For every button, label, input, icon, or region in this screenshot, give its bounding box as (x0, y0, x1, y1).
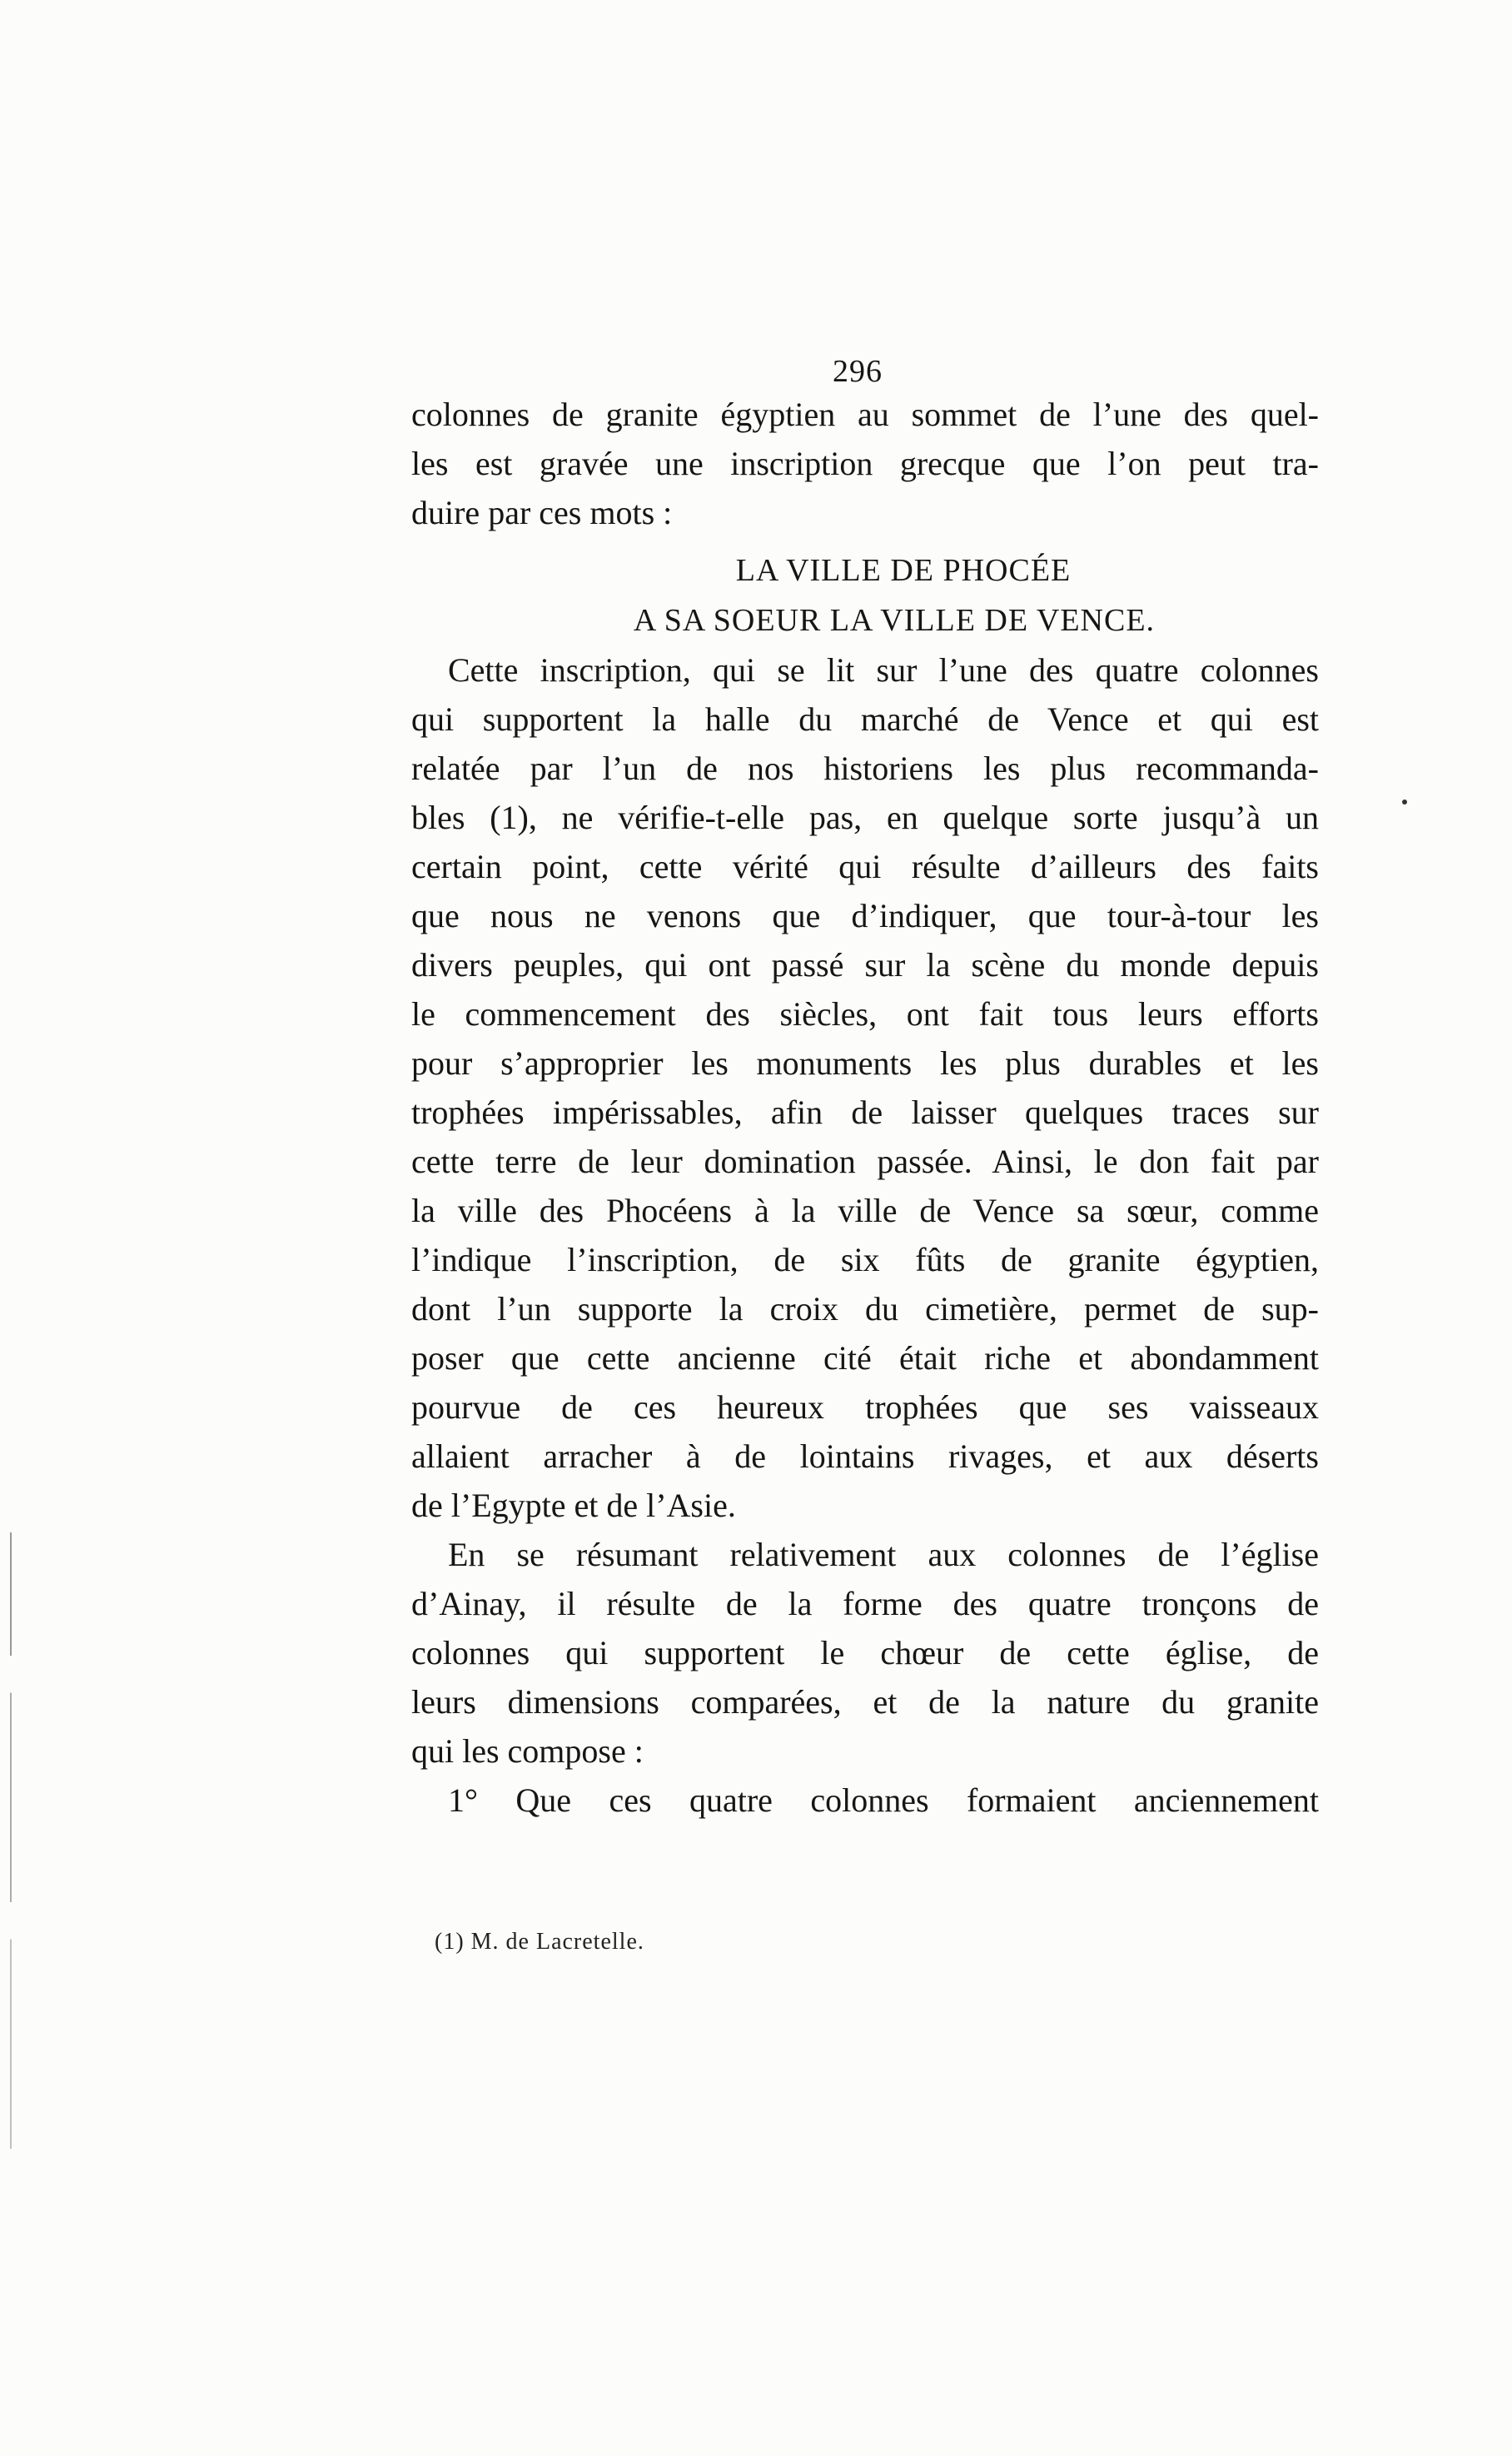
text-line: Cette inscription, qui se lit sur l’une des quatre colonnes (448, 651, 1319, 689)
text-line: la ville des Phocéens à la ville de Vence sa sœur, comme (411, 1192, 1319, 1229)
text-line: de l’Egypte et de l’Asie. (411, 1487, 736, 1524)
text-line: En se résumant relativement aux colonnes de l’église (448, 1536, 1319, 1573)
text-line: dont l’un supporte la croix du cimetière, permet de sup- (411, 1290, 1319, 1328)
scan-margin-mark (10, 1532, 12, 2149)
text-line: qui supportent la halle du marché de Vence et qui est (411, 700, 1319, 738)
body-text (411, 390, 1319, 1825)
inscription-line: A SA SOEUR LA VILLE DE VENCE. (633, 603, 1156, 638)
text-line: qui les compose : (411, 1732, 644, 1770)
text-line: duire par ces mots : (411, 494, 673, 531)
text-line: d’Ainay, il résulte de la forme des quatre tronçons de (411, 1585, 1319, 1622)
inscription-line: LA VILLE DE PHOCÉE (735, 553, 1072, 588)
text-line: colonnes qui supportent le chœur de cette église, de (411, 1634, 1319, 1671)
text-line: l’indique l’inscription, de six fûts de granite égyptien, (411, 1241, 1319, 1278)
text-line: certain point, cette vérité qui résulte d’ailleurs des faits (411, 848, 1319, 885)
text-line: colonnes de granite égyptien au sommet de l’une des quel- (411, 396, 1319, 433)
text-line: allaient arracher à de lointains rivages, et aux déserts (411, 1437, 1319, 1475)
text-line: le commencement des siècles, ont fait tous leurs efforts (411, 995, 1319, 1033)
text-line: bles (1), ne vérifie-t-elle pas, en quelque sorte jusqu’à un (411, 799, 1319, 836)
text-line: leurs dimensions comparées, et de la nature du granite (411, 1683, 1319, 1721)
text-line: poser que cette ancienne cité était riche et abondamment (411, 1339, 1319, 1377)
text-line: cette terre de leur domination passée. Ainsi, le don fait par (411, 1143, 1319, 1180)
text-line: divers peuples, qui ont passé sur la scène du monde depuis (411, 946, 1319, 984)
scan-speck (1402, 800, 1407, 805)
text-line: les est gravée une inscription grecque que l’on peut tra- (411, 445, 1319, 482)
page-number: 296 (833, 354, 883, 389)
text-line: que nous ne venons que d’indiquer, que tour-à-tour les (411, 897, 1319, 934)
numbered-item: 1° Que ces quatre colonnes formaient anciennement (448, 1781, 1319, 1819)
text-line: relatée par l’un de nos historiens les plus recommanda- (411, 750, 1319, 787)
text-line: pour s’approprier les monuments les plus durables et les (411, 1044, 1319, 1082)
text-line: pourvue de ces heureux trophées que ses vaisseaux (411, 1388, 1319, 1426)
text-line: trophées impérissables, afin de laisser quelques traces sur (411, 1093, 1319, 1131)
footnote: (1) M. de Lacretelle. (435, 1929, 644, 1955)
